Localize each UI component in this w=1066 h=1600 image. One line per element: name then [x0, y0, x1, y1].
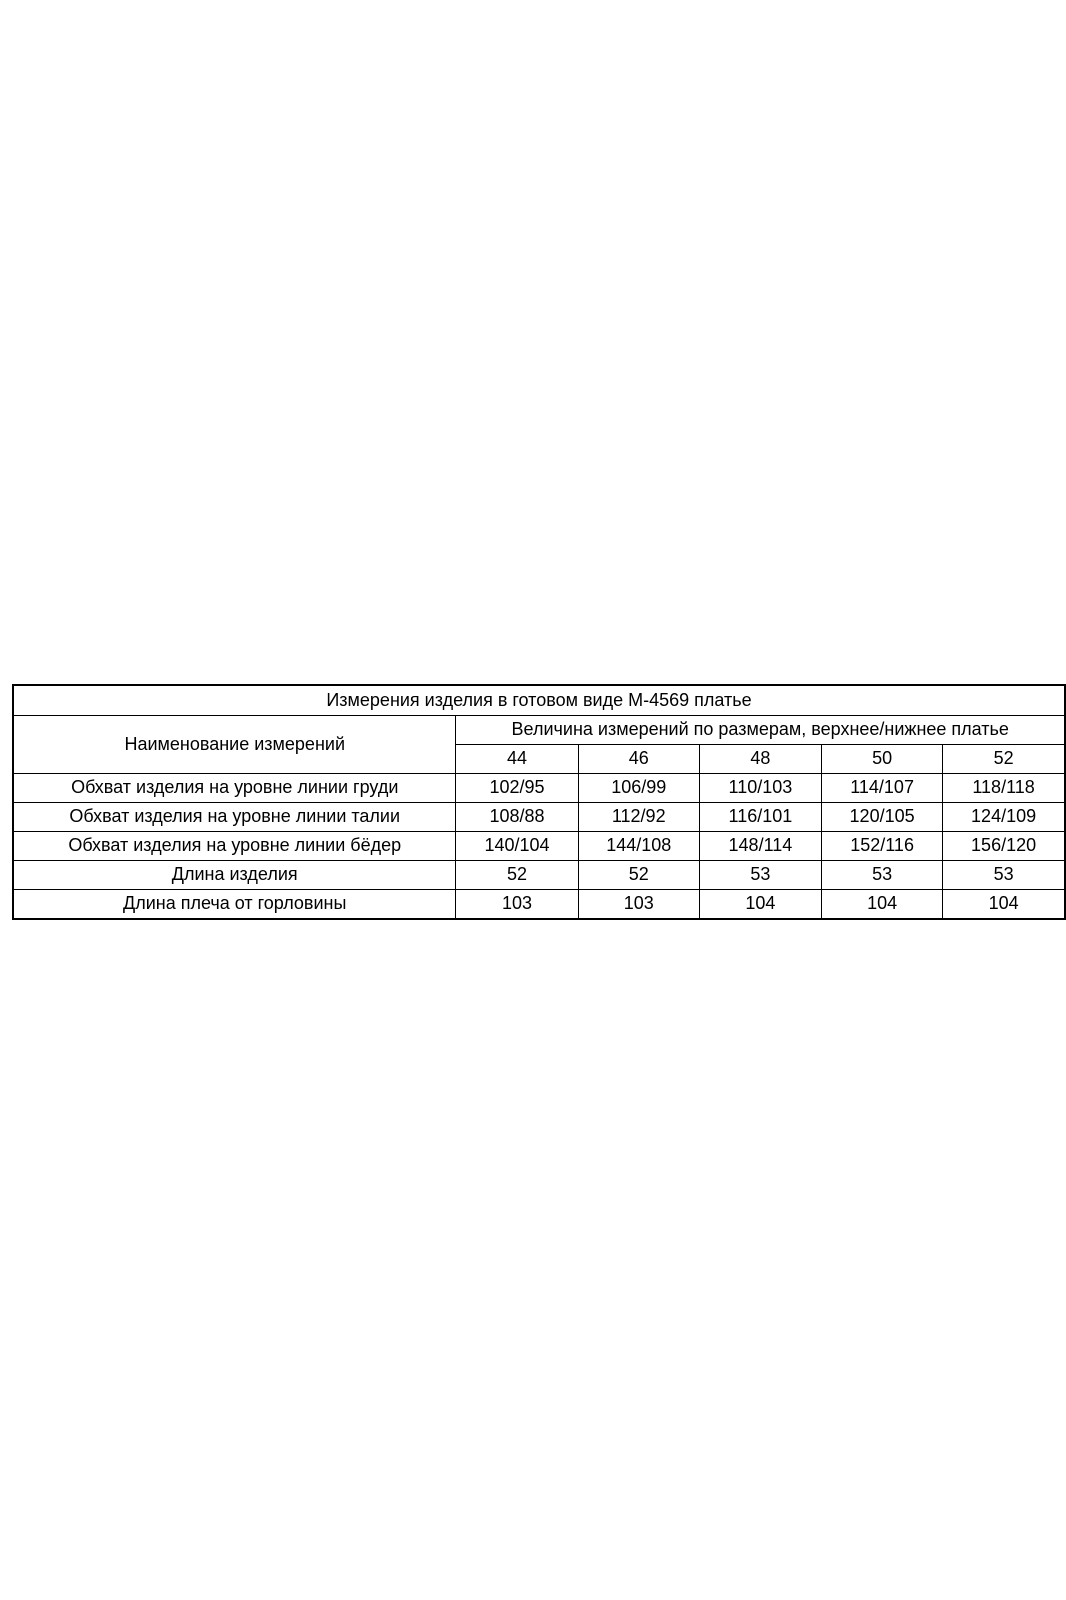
- table-row: [13, 774, 1065, 803]
- table-cell: 120/105: [822, 803, 943, 832]
- row-label: Длина изделия: [13, 861, 456, 890]
- table-cell: 112/92: [578, 803, 699, 832]
- size-header-cell: 46: [578, 745, 699, 774]
- table-row: [13, 832, 1065, 861]
- table-cell: 152/116: [822, 832, 943, 861]
- table-cell: 103: [456, 890, 578, 920]
- row-label: Обхват изделия на уровне линии талии: [13, 803, 456, 832]
- table-row: [13, 861, 1065, 890]
- table-cell: 104: [943, 890, 1065, 920]
- table-cell: 53: [699, 861, 821, 890]
- table-cell: 104: [822, 890, 943, 920]
- row-label: Длина плеча от горловины: [13, 890, 456, 920]
- table-cell: 52: [456, 861, 578, 890]
- table-cell: 52: [578, 861, 699, 890]
- table-title-row: [13, 685, 1065, 716]
- row-label: Обхват изделия на уровне линии груди: [13, 774, 456, 803]
- size-chart-table: [12, 684, 1066, 920]
- table-cell: 118/118: [943, 774, 1065, 803]
- table-cell: 53: [943, 861, 1065, 890]
- table-cell: 108/88: [456, 803, 578, 832]
- table-title: Измерения изделия в готовом виде М-4569 платье: [13, 685, 1065, 716]
- size-header-cell: 52: [943, 745, 1065, 774]
- table-cell: 148/114: [699, 832, 821, 861]
- table-cell: 114/107: [822, 774, 943, 803]
- table-cell: 53: [822, 861, 943, 890]
- measurement-values-header: Величина измерений по размерам, верхнее/нижнее платье: [456, 716, 1065, 745]
- table-row: [13, 803, 1065, 832]
- table-cell: 103: [578, 890, 699, 920]
- table-cell: 106/99: [578, 774, 699, 803]
- table-cell: 144/108: [578, 832, 699, 861]
- size-header-cell: 50: [822, 745, 943, 774]
- table-header-row: [13, 716, 1065, 745]
- table-cell: 104: [699, 890, 821, 920]
- table-cell: 124/109: [943, 803, 1065, 832]
- table-cell: 102/95: [456, 774, 578, 803]
- table-row: [13, 890, 1065, 920]
- table-cell: 156/120: [943, 832, 1065, 861]
- size-header-cell: 44: [456, 745, 578, 774]
- measurement-name-header: Наименование измерений: [13, 716, 456, 774]
- table-cell: 110/103: [699, 774, 821, 803]
- row-label: Обхват изделия на уровне линии бёдер: [13, 832, 456, 861]
- size-header-cell: 48: [699, 745, 821, 774]
- table-cell: 116/101: [699, 803, 821, 832]
- table-cell: 140/104: [456, 832, 578, 861]
